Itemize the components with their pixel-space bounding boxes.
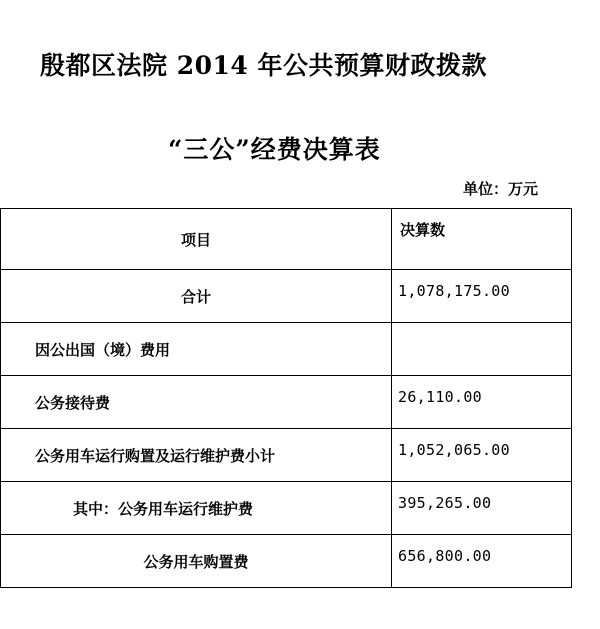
row-value-vehicle-purchase: 656,800.00: [392, 535, 572, 588]
unit-label: 单位：万元: [463, 180, 539, 198]
table-row: [1, 535, 572, 588]
header-item-cell: 项目: [1, 209, 392, 270]
page-title-line-2: “三公”经费决算表: [168, 135, 381, 164]
row-value-vehicle-subtotal: 1,052,065.00: [392, 429, 572, 482]
table-row: [1, 270, 572, 323]
row-label-overseas: 因公出国（境）费用: [1, 323, 392, 376]
header-amount-cell: 决算数: [392, 209, 572, 270]
row-label-reception: 公务接待费: [1, 376, 392, 429]
expense-table: [0, 208, 572, 588]
row-value-vehicle-maintenance: 395,265.00: [392, 482, 572, 535]
row-label-vehicle-subtotal: 公务用车运行购置及运行维护费小计: [1, 429, 392, 482]
table-row: [1, 429, 572, 482]
row-label-vehicle-maintenance: 其中：公务用车运行维护费: [1, 482, 392, 535]
row-value-overseas: [392, 323, 572, 376]
row-value-total: 1,078,175.00: [392, 270, 572, 323]
table-row: [1, 376, 572, 429]
page-title-line-1: 殷都区法院 2014 年公共预算财政拨款: [40, 51, 487, 80]
table-header-row: [1, 209, 572, 270]
row-label-vehicle-purchase: 公务用车购置费: [1, 535, 392, 588]
table-row: [1, 482, 572, 535]
row-label-total: 合计: [1, 270, 392, 323]
row-value-reception: 26,110.00: [392, 376, 572, 429]
table-row: [1, 323, 572, 376]
